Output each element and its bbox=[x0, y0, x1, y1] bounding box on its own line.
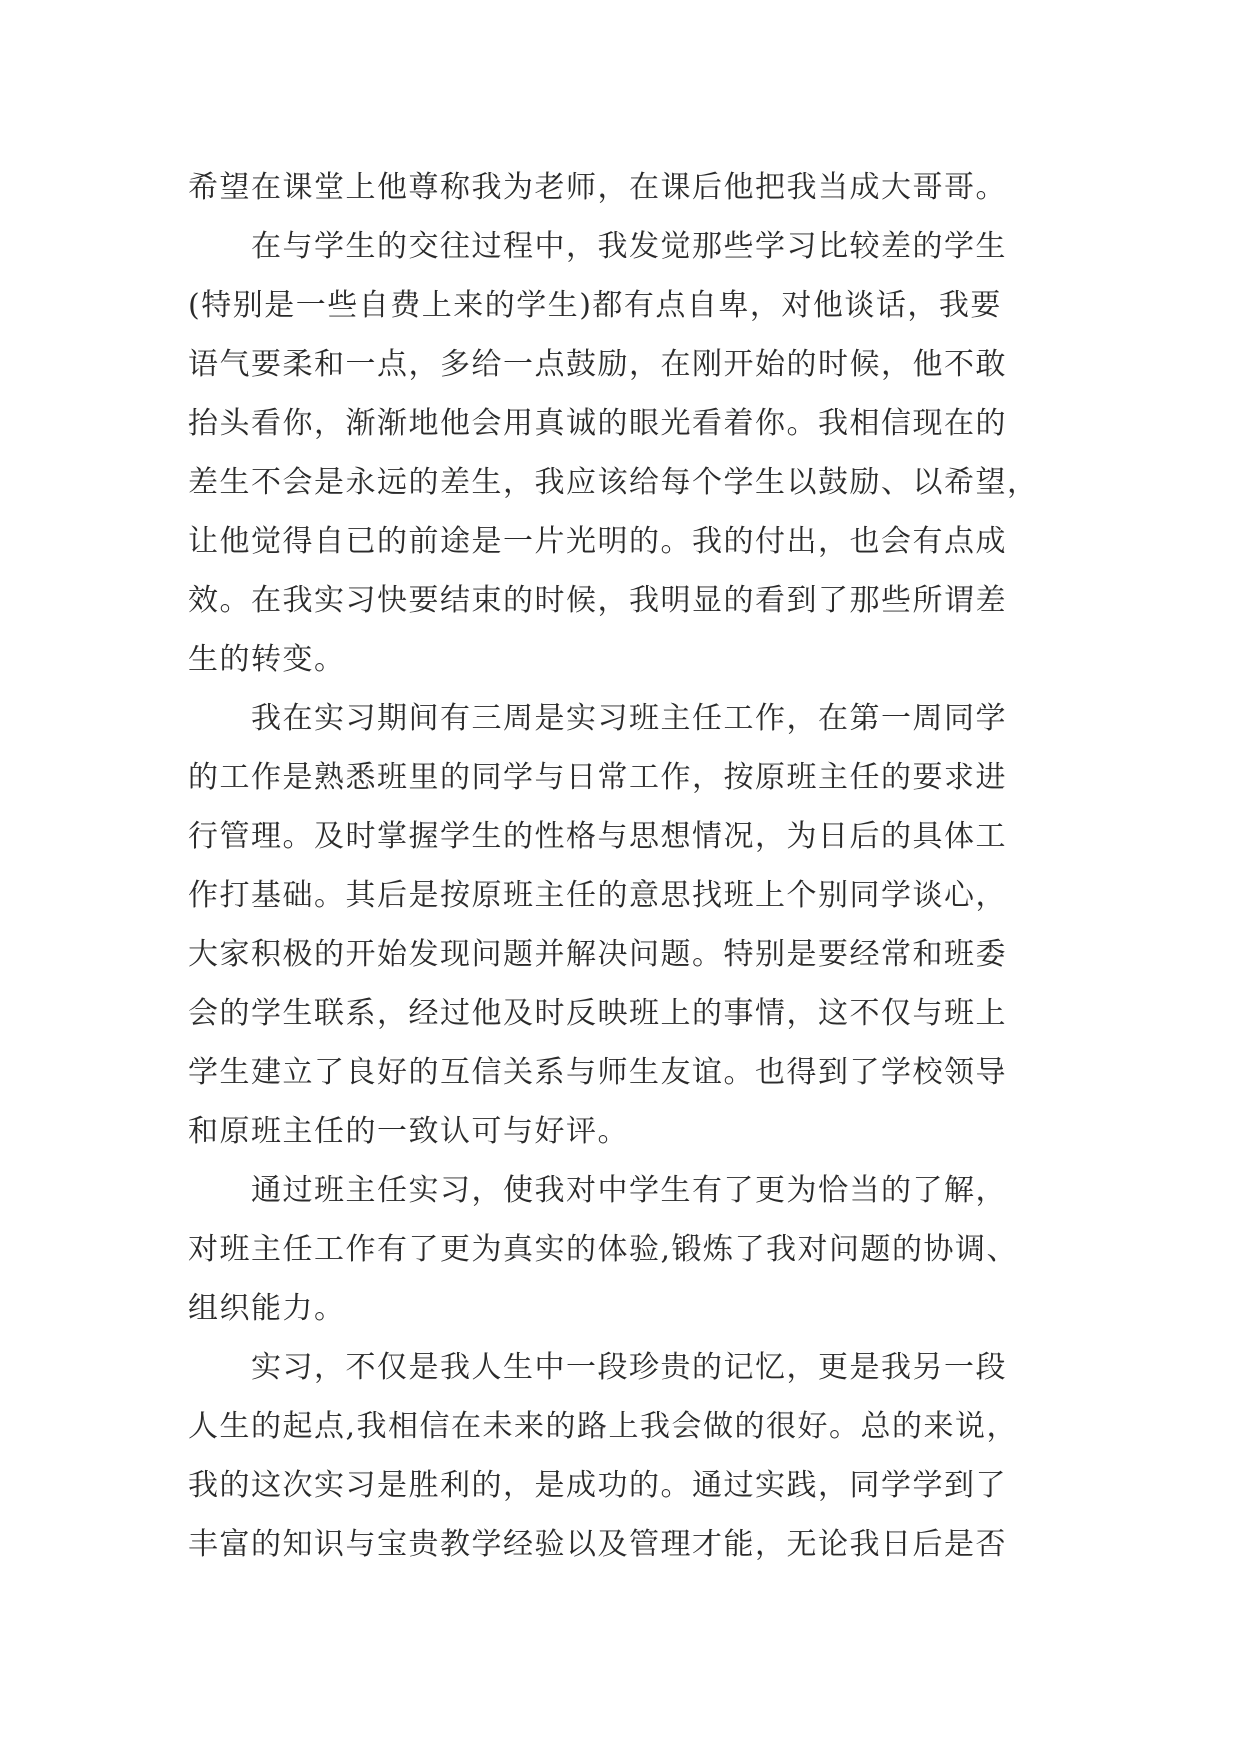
text-line: 效。在我实习快要结束的时候，我明显的看到了那些所谓差 bbox=[188, 583, 1007, 618]
text-line: 丰富的知识与宝贵教学经验以及管理才能，无论我日后是否 bbox=[188, 1527, 1007, 1562]
text-line: 我在实习期间有三周是实习班主任工作，在第一周同学 bbox=[188, 701, 1007, 736]
text-line: 我的这次实习是胜利的，是成功的。通过实践，同学学到了 bbox=[188, 1468, 1007, 1503]
text-line: 对班主任工作有了更为真实的体验,锻炼了我对问题的协调、 bbox=[188, 1232, 1019, 1267]
text-line: 在与学生的交往过程中，我发觉那些学习比较差的学生 bbox=[188, 229, 1007, 264]
text-line: 差生不会是永远的差生，我应该给每个学生以鼓励、以希望， bbox=[188, 465, 1039, 500]
text-line: 的工作是熟悉班里的同学与日常工作，按原班主任的要求进 bbox=[188, 760, 1007, 795]
text-line: 希望在课堂上他尊称我为老师，在课后他把我当成大哥哥。 bbox=[188, 170, 1007, 205]
text-line: 作打基础。其后是按原班主任的意思找班上个别同学谈心， bbox=[188, 878, 1007, 913]
text-line: 行管理。及时掌握学生的性格与思想情况，为日后的具体工 bbox=[188, 819, 1007, 854]
text-line: 大家积极的开始发现问题并解决问题。特别是要经常和班委 bbox=[188, 937, 1007, 972]
text-line: 人生的起点,我相信在未来的路上我会做的很好。总的来说， bbox=[188, 1409, 1019, 1444]
text-line: 会的学生联系，经过他及时反映班上的事情，这不仅与班上 bbox=[188, 996, 1007, 1031]
text-line: 生的转变。 bbox=[188, 642, 346, 677]
text-line: 学生建立了良好的互信关系与师生友谊。也得到了学校领导 bbox=[188, 1055, 1007, 1090]
text-line: (特别是一些自费上来的学生)都有点自卑，对他谈话，我要 bbox=[188, 288, 1002, 323]
body-text bbox=[188, 158, 1068, 1574]
text-line: 语气要柔和一点，多给一点鼓励，在刚开始的时候，他不敢 bbox=[188, 347, 1007, 382]
text-line: 抬头看你，渐渐地他会用真诚的眼光看着你。我相信现在的 bbox=[188, 406, 1007, 441]
text-line: 组织能力。 bbox=[188, 1291, 346, 1326]
text-line: 和原班主任的一致认可与好评。 bbox=[188, 1114, 629, 1149]
text-line: 通过班主任实习，使我对中学生有了更为恰当的了解， bbox=[188, 1173, 1007, 1208]
text-line: 让他觉得自已的前途是一片光明的。我的付出，也会有点成 bbox=[188, 524, 1007, 559]
text-line: 实习，不仅是我人生中一段珍贵的记忆，更是我另一段 bbox=[188, 1350, 1007, 1385]
